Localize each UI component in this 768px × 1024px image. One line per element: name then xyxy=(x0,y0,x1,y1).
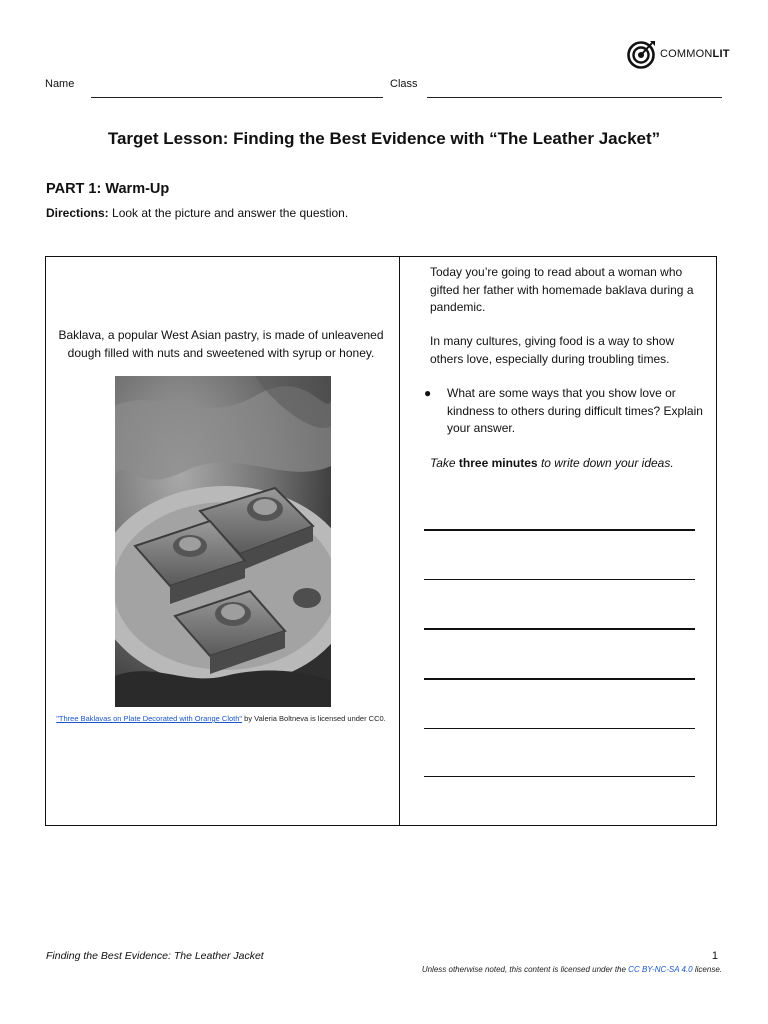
answer-line[interactable] xyxy=(424,776,695,777)
name-label: Name xyxy=(45,78,75,90)
logo-wordmark: COMMONLIT xyxy=(660,48,730,60)
photo-caption-text: by Valeria Boltneva is licensed under CC0. xyxy=(242,714,386,723)
directions xyxy=(46,206,348,220)
table-divider xyxy=(399,256,400,826)
commonlit-logo xyxy=(627,39,730,69)
question-list-item xyxy=(424,385,704,438)
name-field[interactable] xyxy=(91,97,383,98)
license-notice: Unless otherwise noted, this content is licensed under the CC BY-NC-SA 4.0 license. xyxy=(421,965,722,974)
class-label: Class xyxy=(390,78,418,90)
class-field[interactable] xyxy=(427,97,722,98)
answer-line[interactable] xyxy=(424,678,695,680)
photo-caption xyxy=(50,714,392,724)
part-heading: PART 1: Warm-Up xyxy=(46,181,170,197)
directions-label: Directions: xyxy=(46,206,109,220)
bullet-icon: ● xyxy=(424,386,432,400)
directions-text: Look at the picture and answer the question. xyxy=(108,206,349,220)
instruction-text: Take three minutes to write down your ideas. xyxy=(430,456,674,470)
answer-line[interactable] xyxy=(424,628,695,630)
license-link[interactable]: CC BY-NC-SA 4.0 xyxy=(628,965,693,974)
answer-line[interactable] xyxy=(424,579,695,580)
photo-caption-link[interactable]: "Three Baklavas on Plate Decorated with Orange Cloth" xyxy=(56,714,243,723)
intro-paragraph: Today you’re going to read about a woman who gifted her father with homemade baklava during a pandemic. xyxy=(430,265,694,314)
target-icon xyxy=(627,39,657,69)
context-paragraph: In many cultures, giving food is a way to show others love, especially during troubling times. xyxy=(430,334,675,366)
page-number: 1 xyxy=(711,950,718,962)
baklava-photo xyxy=(115,376,331,707)
answer-line[interactable] xyxy=(424,529,695,531)
footer-title: Finding the Best Evidence: The Leather Jacket xyxy=(46,950,264,962)
question-text: What are some ways that you show love or kindness to others during difficult times? Explain your answer. xyxy=(447,386,703,435)
baklava-description: Baklava, a popular West Asian pastry, is made of unleavened dough filled with nuts and sweetened with syrup or honey. xyxy=(58,328,384,360)
answer-line[interactable] xyxy=(424,728,695,729)
page-title: Target Lesson: Finding the Best Evidence with “The Leather Jacket” xyxy=(107,129,661,148)
